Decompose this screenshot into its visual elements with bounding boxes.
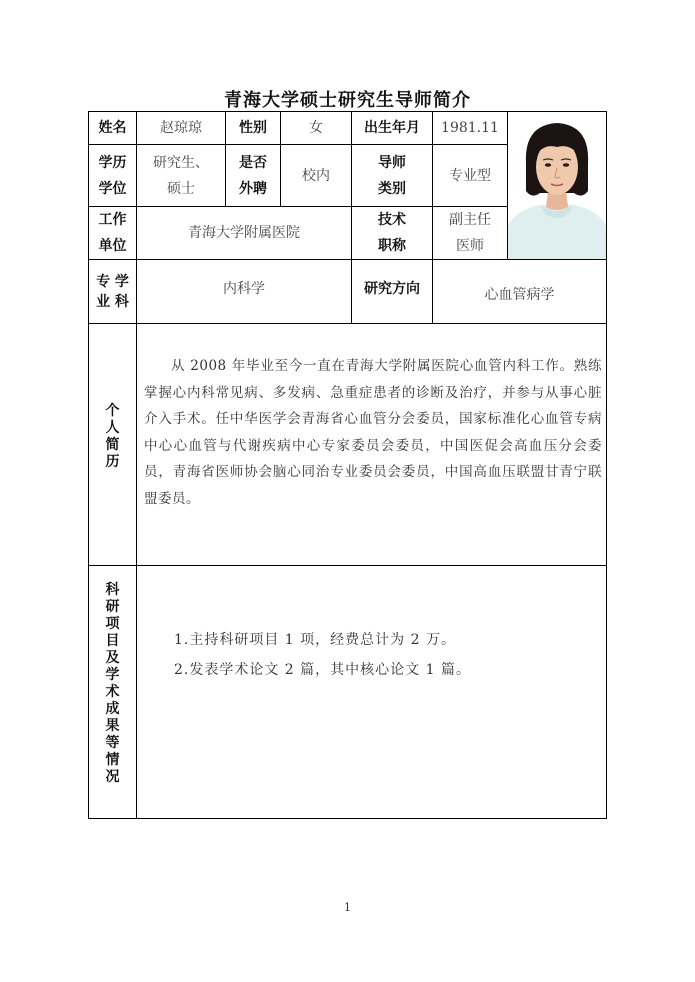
page-number: 1 bbox=[344, 901, 351, 914]
external-hire-label-line2: 外聘 bbox=[239, 180, 267, 197]
work-unit-value: 青海大学附属医院 bbox=[188, 225, 300, 241]
external-hire-label bbox=[226, 145, 280, 206]
supervisor-type-label bbox=[352, 145, 432, 206]
work-unit-label-line1: 工作 bbox=[98, 212, 127, 228]
tech-title-label-line1: 技术 bbox=[378, 212, 406, 228]
discipline-label-line2: 业 科 bbox=[96, 293, 129, 310]
work-unit-label-line2: 单位 bbox=[98, 238, 127, 254]
discipline-label bbox=[89, 260, 136, 323]
supervisor-type-label-line1: 导师 bbox=[378, 154, 406, 171]
research-direction-label: 研究方向 bbox=[364, 280, 420, 297]
name-value: 赵琼琼 bbox=[160, 120, 202, 136]
biography-text: 从 2008 年毕业至今一直在青海大学附属医院心血管内科工作。熟练掌握心内科常见病、多发病、急重症患者的诊断及治疗，并参与从事心脏介入手术。任中华医学会青海省心血管分会委员，国家标准化心血管专病中心心血管与代谢疾病中心专家委员会委员，中国医促会高血压分会委员，青海省医师协会脑心同治专业委员会委员，中国高血压联盟甘青宁联盟委员。 bbox=[144, 358, 602, 507]
gender-label: 性别 bbox=[239, 120, 267, 136]
birth-value: 1981.11 bbox=[441, 120, 499, 136]
external-hire-label-line1: 是否 bbox=[239, 154, 267, 171]
tech-title-value-line2: 医师 bbox=[456, 238, 484, 254]
research-item-1: 1.主持科研项目 1 项，经费总计为 2 万。 bbox=[174, 632, 456, 648]
education-value bbox=[137, 145, 225, 206]
gender-value: 女 bbox=[309, 120, 323, 136]
tech-title-label bbox=[352, 207, 432, 259]
supervisor-type-label-line2: 类别 bbox=[378, 180, 406, 197]
name-label: 姓名 bbox=[98, 120, 127, 136]
education-label-line1: 学历 bbox=[98, 154, 127, 171]
biography-label: 个 人 简 历 bbox=[105, 402, 120, 470]
tech-title-label-line2: 职称 bbox=[378, 238, 406, 254]
discipline-label-line1: 专 学 bbox=[96, 273, 129, 290]
page-title: 青海大学硕士研究生导师简介 bbox=[224, 90, 471, 111]
tech-title-value bbox=[433, 207, 507, 259]
education-value-line2: 硕士 bbox=[167, 180, 195, 197]
external-hire-value: 校内 bbox=[302, 167, 330, 184]
education-value-line1: 研究生、 bbox=[153, 154, 209, 171]
research-direction-value: 心血管病学 bbox=[484, 286, 555, 303]
research-item-2: 2.发表学术论文 2 篇，其中核心论文 1 篇。 bbox=[174, 662, 471, 678]
research-achievements-label: 科 研 项 目 及 学 术 成 果 等 情 况 bbox=[105, 582, 120, 785]
portrait-photo bbox=[508, 113, 606, 259]
portrait-image bbox=[508, 113, 606, 259]
work-unit-label bbox=[89, 207, 136, 259]
birth-label: 出生年月 bbox=[364, 120, 420, 136]
education-label bbox=[89, 145, 136, 206]
education-label-line2: 学位 bbox=[98, 180, 127, 197]
discipline-value: 内科学 bbox=[223, 280, 265, 297]
supervisor-type-value: 专业型 bbox=[449, 167, 491, 184]
tech-title-value-line1: 副主任 bbox=[449, 212, 491, 228]
